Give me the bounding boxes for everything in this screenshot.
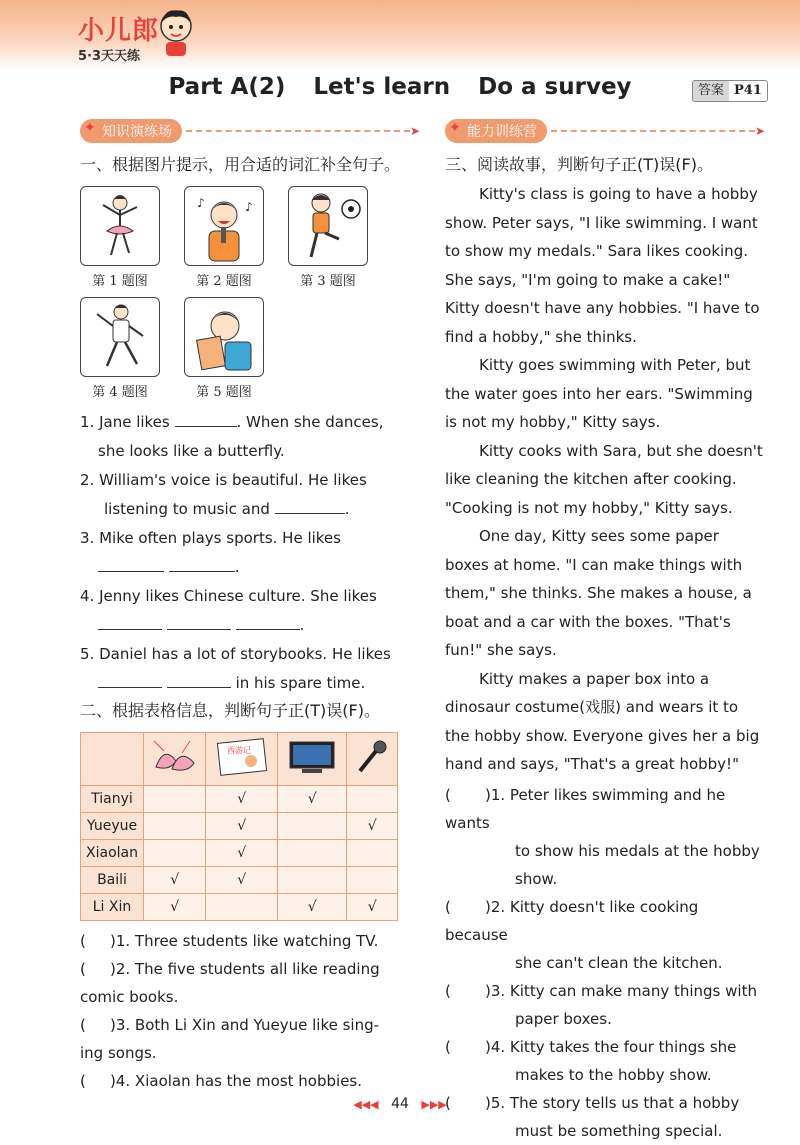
table-row: Li Xin √ √ √ — [81, 894, 398, 921]
title-survey: Do a survey — [478, 74, 632, 100]
item-2-cont: listening to music and . — [80, 495, 420, 524]
left-column — [80, 118, 420, 1095]
picture-caption: 第 1 题图 — [92, 274, 148, 289]
header-comic — [206, 733, 278, 786]
table-corner — [81, 733, 144, 786]
reader-icon — [185, 298, 263, 376]
singer-icon — [185, 187, 263, 265]
answer-reference — [692, 80, 768, 102]
picture-caption: 第 3 题图 — [300, 274, 356, 289]
judgement-r1-cont: to show his medals at the hobby — [515, 841, 760, 860]
answer-paren[interactable]: ( — [445, 1093, 451, 1112]
table-header-row — [81, 733, 398, 786]
judgement-2: ( )2. The five students all like reading — [80, 955, 420, 983]
section-badge — [80, 119, 182, 143]
title-learn: Let's learn — [313, 74, 451, 100]
picture-5 — [184, 297, 264, 400]
svg-text:西游记: 西游记 — [226, 746, 251, 755]
table-row: Tianyi √ √ — [81, 786, 398, 813]
judgement-r3: ( )3. Kitty can make many things with — [445, 977, 765, 1005]
picture-caption: 第 5 题图 — [196, 385, 252, 400]
story-paragraph: Kitty makes a paper box into a dinosaur costume(戏服) and wears it to the hobby show. Everyone gives her a big hand and says, "That's a great hobby!" — [445, 669, 760, 773]
answer-blank[interactable] — [169, 555, 235, 572]
answer-blank[interactable] — [98, 613, 162, 630]
title-part: Part A(2) — [168, 74, 286, 100]
item-3: 3. Mike often plays sports. He likes — [80, 529, 341, 547]
dashed-divider — [186, 130, 410, 132]
soccer-player-icon — [289, 187, 367, 265]
picture-2 — [184, 186, 264, 289]
fill-in-items — [80, 408, 420, 698]
next-arrows-icon: ▶▶▶ — [421, 1098, 447, 1111]
answer-blank[interactable] — [167, 613, 231, 630]
item-3-blanks: . — [80, 553, 420, 582]
answer-paren[interactable]: ( — [445, 785, 451, 804]
item-2: 2. William's voice is beautiful. He likes — [80, 471, 367, 489]
section-header-right — [445, 118, 765, 144]
page-number — [0, 1096, 800, 1112]
picture-3 — [288, 186, 368, 289]
judgement-3-cont: ing songs. — [80, 1044, 157, 1062]
answer-blank[interactable] — [275, 497, 345, 514]
logo-sub: 5·3天天练 — [78, 49, 141, 64]
logo-main: 小儿郎 — [78, 16, 160, 46]
star-icon: ✦ — [84, 120, 96, 136]
section-badge-label: 能力训练营 — [467, 124, 537, 140]
page-title — [0, 74, 800, 100]
judgement-r1: ( )1. Peter likes swimming and he wants — [445, 781, 765, 837]
survey-table — [80, 732, 398, 921]
judgement-r3-cont: paper boxes. — [515, 1009, 612, 1028]
dashed-divider — [551, 130, 755, 132]
microphone-icon — [352, 737, 392, 777]
question-1-heading: 一、根据图片提示，用合适的词汇补全句子。 — [80, 155, 401, 174]
table-row: Xiaolan √ — [81, 840, 398, 867]
picture-4 — [80, 297, 160, 400]
answer-label: 答案 — [693, 81, 729, 101]
judgement-r2: ( )2. Kitty doesn't like cooking because — [445, 893, 765, 949]
judgement-r4-cont: makes to the hobby show. — [515, 1065, 712, 1084]
header-microphone — [347, 733, 398, 786]
item-1: 1. Jane likes . When she dances, — [80, 408, 420, 437]
arrow-icon: ➤ — [754, 124, 765, 138]
ballet-shoes-icon — [150, 737, 200, 777]
answer-page: P41 — [734, 83, 762, 98]
judgement-r1-cont2: show. — [515, 869, 558, 888]
answer-blank[interactable] — [236, 613, 300, 630]
judgement-r2-cont: she can't clean the kitchen. — [515, 953, 723, 972]
prev-arrows-icon: ◀◀◀ — [353, 1098, 379, 1111]
svg-text:♪: ♪ — [197, 196, 205, 210]
mascot-icon — [156, 6, 196, 58]
story-judgements — [445, 781, 765, 1145]
table-row: Yueyue √ √ — [81, 813, 398, 840]
question-2-heading: 二、根据表格信息，判断句子正(T)误(F)。 — [80, 701, 380, 720]
ballerina-icon — [81, 187, 159, 265]
table-judgements — [80, 927, 420, 1095]
header-tv — [278, 733, 347, 786]
answer-paren[interactable]: ( — [80, 1072, 86, 1090]
section-badge-label: 知识演练场 — [102, 124, 172, 140]
tv-icon — [284, 737, 340, 777]
judgement-3: ( )3. Both Li Xin and Yueyue like sing- — [80, 1011, 420, 1039]
answer-paren[interactable]: ( — [80, 932, 86, 950]
question-3-heading: 三、阅读故事，判断句子正(T)误(F)。 — [445, 155, 713, 174]
svg-text:♪: ♪ — [245, 200, 253, 214]
answer-paren[interactable]: ( — [80, 960, 86, 978]
judgement-r5: ( )5. The story tells us that a hobby — [445, 1089, 765, 1117]
section-header-left — [80, 118, 420, 144]
answer-paren[interactable]: ( — [445, 981, 451, 1000]
answer-paren[interactable]: ( — [80, 1016, 86, 1034]
story-paragraph: One day, Kitty sees some paper boxes at home. "I can make things with them," she thinks. She makes a house, a boat and a car with the boxes. "That's fun!" she says. — [445, 527, 752, 659]
picture-grid — [80, 186, 400, 408]
logo — [78, 10, 159, 64]
picture-1 — [80, 186, 160, 289]
answer-blank[interactable] — [167, 671, 231, 688]
arrow-icon: ➤ — [409, 124, 420, 138]
right-column — [445, 118, 765, 1145]
item-5: 5. Daniel has a lot of storybooks. He likes — [80, 645, 391, 663]
judgement-2-cont: comic books. — [80, 988, 179, 1006]
item-1-cont: she looks like a butterfly. — [98, 442, 285, 460]
item-5-cont: in his spare time. — [80, 669, 420, 698]
story — [445, 180, 765, 779]
answer-paren[interactable]: ( — [445, 1037, 451, 1056]
header-ballet — [144, 733, 206, 786]
judgement-4: ( )4. Xiaolan has the most hobbies. — [80, 1067, 420, 1095]
picture-caption: 第 4 题图 — [92, 385, 148, 400]
item-4: 4. Jenny likes Chinese culture. She likes — [80, 587, 377, 605]
judgement-1: ( )1. Three students like watching TV. — [80, 927, 420, 955]
table-row: Baili √ √ — [81, 867, 398, 894]
judgement-r5-cont: must be something special. — [515, 1121, 723, 1140]
star-icon: ✦ — [449, 120, 461, 136]
answer-blank[interactable] — [98, 671, 162, 688]
item-4-blanks: . — [80, 611, 420, 640]
comic-book-icon — [213, 737, 271, 777]
section-badge — [445, 119, 547, 143]
judgement-r4: ( )4. Kitty takes the four things she — [445, 1033, 765, 1061]
picture-caption: 第 2 题图 — [196, 274, 252, 289]
answer-blank[interactable] — [175, 410, 237, 427]
story-paragraph: Kitty goes swimming with Peter, but the water goes into her ears. "Swimming is not my hobby," Kitty says. — [445, 356, 753, 431]
story-paragraph: Kitty cooks with Sara, but she doesn't like cleaning the kitchen after cooking. "Cooking is not my hobby," Kitty says. — [445, 441, 763, 517]
story-paragraph: Kitty's class is going to have a hobby show. Peter says, "I like swimming. I want to show my medals." Sara likes cooking. She says, "I'm going to make a cake!" Kitty doesn't have any hobbies. "I have to find a hobby," she thinks. — [445, 185, 760, 346]
answer-blank[interactable] — [98, 555, 164, 572]
answer-paren[interactable]: ( — [445, 897, 451, 916]
taichi-icon — [81, 298, 159, 376]
page-number-value: 44 — [391, 1096, 409, 1112]
